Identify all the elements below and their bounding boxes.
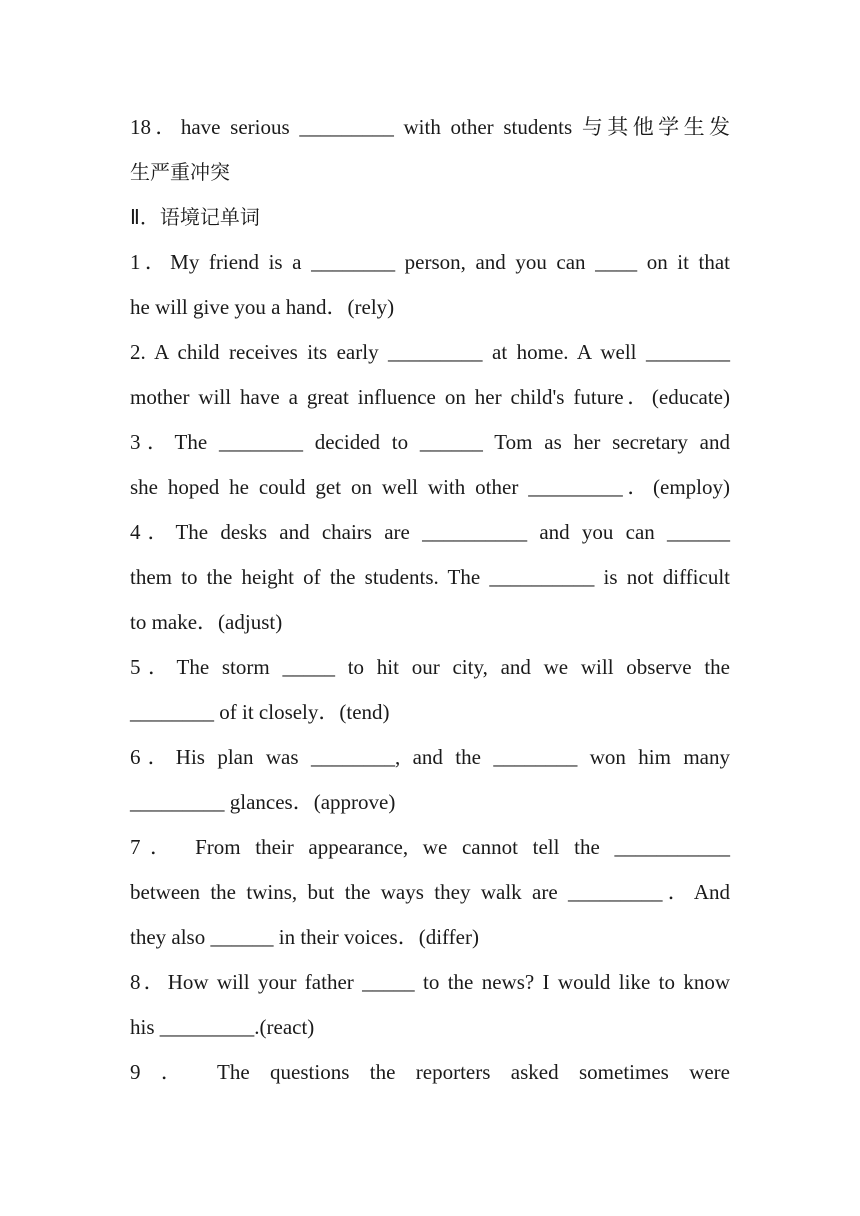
question-9-line-1: 9 ． The questions the reporters asked sometimes were [130,1060,730,1084]
question-8-line-2: his _________.(react) [130,1015,315,1039]
question-4-line-2: them to the height of the students. The __________ is not difficult [130,565,730,589]
exercise-18-line-1: 18．have serious _________ with other students 与其他学生发 [130,115,730,139]
question-6-line-2: _________ glances．(approve) [130,790,396,814]
question-4-line-1: 4．The desks and chairs are __________ and you can ______ [130,520,730,544]
question-5-line-1: 5．The storm _____ to hit our city, and we will observe the [130,655,730,679]
question-7-line-3: they also ______ in their voices．(differ) [130,925,479,949]
question-2-line-1: 2. A child receives its early _________ at home. A well ________ [130,340,730,364]
question-6-line-1: 6．His plan was ________, and the ________ won him many [130,745,730,769]
section-heading-ii: Ⅱ．语境记单词 [130,205,260,229]
question-4-line-3: to make．(adjust) [130,610,283,634]
question-2-line-2: mother will have a great influence on her child's future．(educate) [130,385,730,409]
question-5-line-2: ________ of it closely．(tend) [130,700,390,724]
question-7-line-2: between the twins, but the ways they walk are _________．And [130,880,730,904]
question-3-line-1: 3．The ________ decided to ______ Tom as her secretary and [130,430,730,454]
exercise-18-line-2: 生严重冲突 [130,160,230,184]
question-1-line-2: he will give you a hand．(rely) [130,295,395,319]
question-1-line-1: 1．My friend is a ________ person, and you can ____ on it that [130,250,730,274]
question-7-line-1: 7． From their appearance, we cannot tell the ___________ [130,835,730,859]
document-page [130,105,730,1095]
question-8-line-1: 8．How will your father _____ to the news? I would like to know [130,970,730,994]
question-3-line-2: she hoped he could get on well with other _________．(employ) [130,475,730,499]
